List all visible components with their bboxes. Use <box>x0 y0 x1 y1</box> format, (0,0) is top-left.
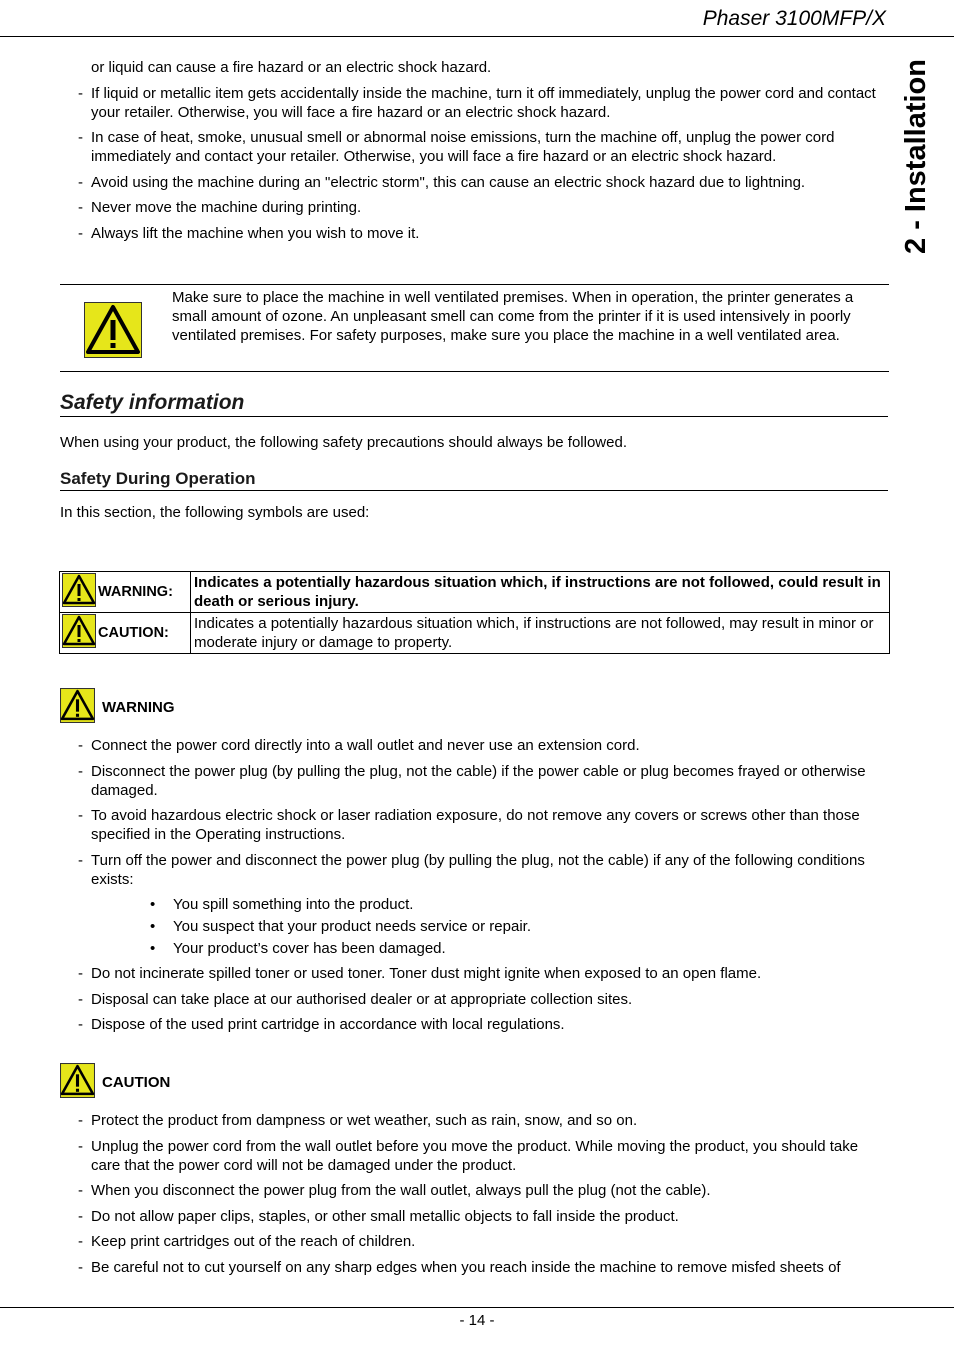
list-item: - Always lift the machine when you wish to move it. <box>60 224 890 243</box>
caution-list <box>60 1111 890 1283</box>
symbol-label-cell <box>60 572 191 613</box>
page-number: - 14 - <box>459 1312 495 1329</box>
list-item: - Unplug the power cord from the wall outlet before you move the product. While moving the product, you should take care that the power cord will not be damaged under the product. <box>60 1137 890 1175</box>
list-item: - Be careful not to cut yourself on any sharp edges when you reach inside the machine to remove misfed sheets of <box>60 1258 890 1277</box>
list-item: - Connect the power cord directly into a wall outlet and never use an extension cord. <box>60 736 890 755</box>
list-item: - Keep print cartridges out of the reach of children. <box>60 1232 890 1251</box>
section-heading-safety-information: Safety information <box>60 391 888 417</box>
list-item: - Do not incinerate spilled toner or used toner. Toner dust might ignite when exposed to an open flame. <box>60 964 890 983</box>
list-item: - Avoid using the machine during an "electric storm", this can cause an electric shock hazard due to lightning. <box>60 173 890 192</box>
list-item: - Turn off the power and disconnect the power plug (by pulling the plug, not the cable) if any of the following conditions exists: <box>60 851 890 889</box>
warning-list <box>60 736 890 1041</box>
conditions-list <box>60 895 890 958</box>
ventilation-note-text: Make sure to place the machine in well ventilated premises. When in operation, the printer generates a small amount of ozone. An unpleasant smell can come from the printer if it is used intensively in poorly ventilated premises. For safety purposes, make sure you place the machine in a well ventilated area. <box>172 289 854 345</box>
list-item: - In case of heat, smoke, unusual smell or abnormal noise emissions, turn the machine off, unplug the power cord immediately and contact your retailer. Otherwise, you will face a fire hazard or an electric shock hazard. <box>60 128 890 166</box>
warning-triangle-icon <box>62 614 96 653</box>
chapter-tab-label: 2 - Installation <box>899 58 932 254</box>
safety-information-intro: When using your product, the following safety precautions should always be followed. <box>60 434 627 451</box>
ventilation-note <box>60 284 889 372</box>
list-item: - Do not allow paper clips, staples, or other small metallic objects to fall inside the product. <box>60 1207 890 1226</box>
list-item: - When you disconnect the power plug from the wall outlet, always pull the plug (not the cable). <box>60 1181 890 1200</box>
symbol-description: Indicates a potentially hazardous situation which, if instructions are not followed, may result in minor or moderate injury or damage to property. <box>191 613 890 654</box>
symbol-description: Indicates a potentially hazardous situation which, if instructions are not followed, could result in death or serious injury. <box>191 572 890 613</box>
list-item: • Your product’s cover has been damaged. <box>60 939 890 958</box>
symbol-label-cell <box>60 613 191 654</box>
warning-section-title: WARNING <box>102 699 175 716</box>
list-item: - Protect the product from dampness or wet weather, such as rain, snow, and so on. <box>60 1111 890 1130</box>
document-title: Phaser 3100MFP/X <box>702 7 886 30</box>
symbols-table <box>59 571 890 654</box>
top-safety-list <box>60 58 890 249</box>
list-item: - If liquid or metallic item gets accidentally inside the machine, turn it off immediately, unplug the power cord and contact your retailer. Otherwise, you will face a fire hazard or an electric shock hazard. <box>60 84 890 122</box>
symbol-label: WARNING: <box>98 583 173 600</box>
safety-operation-intro: In this section, the following symbols are used: <box>60 504 370 521</box>
warning-triangle-icon <box>60 1063 95 1102</box>
table-row <box>60 572 890 613</box>
list-item: - Disposal can take place at our authorised dealer or at appropriate collection sites. <box>60 990 890 1009</box>
caution-section-title: CAUTION <box>102 1074 171 1091</box>
list-item: • You suspect that your product needs service or repair. <box>60 917 890 936</box>
caution-section-header <box>60 1063 170 1102</box>
list-item: - Dispose of the used print cartridge in accordance with local regulations. <box>60 1015 890 1034</box>
warning-triangle-icon <box>84 302 142 362</box>
list-item: • You spill something into the product. <box>60 895 890 914</box>
warning-triangle-icon <box>60 688 95 727</box>
list-item: - To avoid hazardous electric shock or laser radiation exposure, do not remove any covers or screws other than those specified in the Operating instructions. <box>60 806 890 844</box>
list-item: - Disconnect the power plug (by pulling the plug, not the cable) if the power cable or plug becomes frayed or otherwise damaged. <box>60 762 890 800</box>
warning-triangle-icon <box>62 573 96 612</box>
header-rule <box>0 36 954 37</box>
footer-rule <box>0 1307 954 1308</box>
table-row <box>60 613 890 654</box>
warning-section-header <box>60 688 175 727</box>
section-heading-safety-during-operation: Safety During Operation <box>60 469 888 491</box>
chapter-tab <box>896 56 936 256</box>
list-continuation: or liquid can cause a fire hazard or an electric shock hazard. <box>91 59 492 76</box>
symbol-label: CAUTION: <box>98 624 169 641</box>
list-item: - Never move the machine during printing. <box>60 198 890 217</box>
